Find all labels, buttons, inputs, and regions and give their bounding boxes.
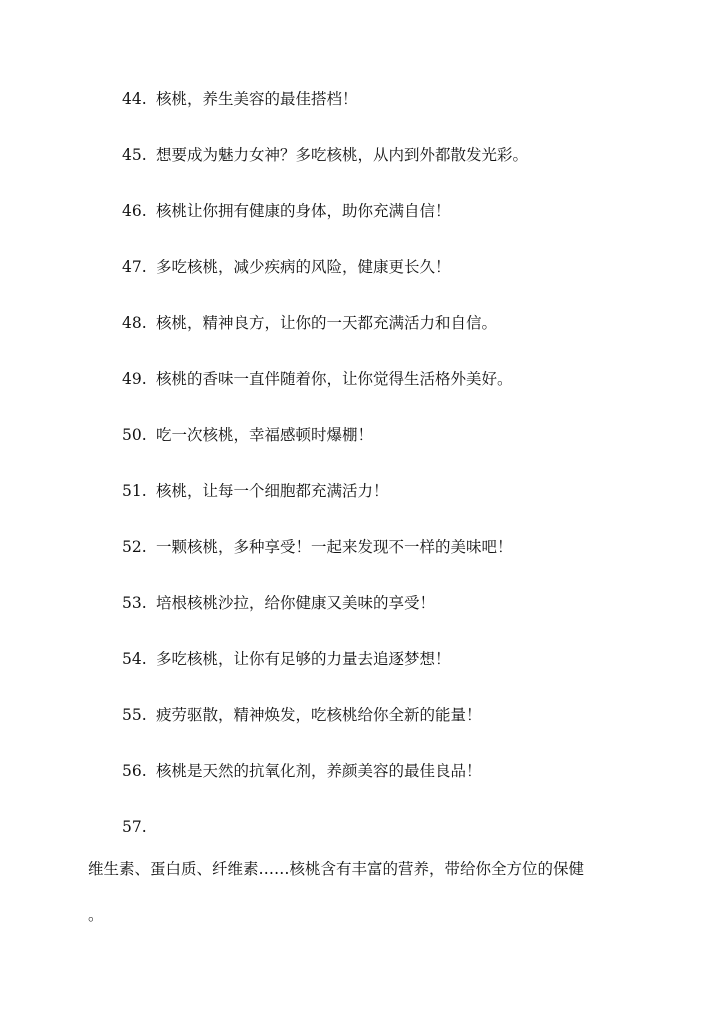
item-57-text-line: 维生素、蛋白质、纤维素……核桃含有丰富的营养，带给你全方位的保健 [88,860,585,878]
item-number: 45. [122,146,147,164]
item-text: 培根核桃沙拉，给你健康又美味的享受！ [156,594,436,612]
item-number: 55. [122,706,147,724]
item-57-text-end: 。 [88,906,104,924]
list-item [122,761,482,781]
item-text: 一颗核桃，多种享受！一起来发现不一样的美味吧！ [156,538,513,556]
item-text: 吃一次核桃，幸福感顿时爆棚！ [156,426,374,444]
item-text: 疲劳驱散，精神焕发，吃核桃给你全新的能量！ [156,706,482,724]
list-item [122,649,451,669]
item-text: 多吃核桃，让你有足够的力量去追逐梦想！ [156,650,451,668]
list-item [122,593,435,613]
item-number: 44. [122,90,147,108]
item-text: 核桃，精神良方，让你的一天都充满活力和自信。 [156,314,498,332]
item-text: 核桃，让每一个细胞都充满活力！ [156,482,389,500]
item-text: 核桃的香味一直伴随着你，让你觉得生活格外美好。 [156,370,513,388]
item-text: 核桃让你拥有健康的身体，助你充满自信！ [156,202,451,220]
item-number: 50. [122,426,147,444]
list-item [122,537,513,557]
list-item [122,201,451,221]
item-text: 核桃是天然的抗氧化剂，养颜美容的最佳良品！ [156,762,482,780]
list-item [122,481,389,501]
list-item [122,257,451,277]
item-text: 多吃核桃，减少疾病的风险，健康更长久！ [156,258,451,276]
list-item [122,425,373,445]
item-text: 核桃，养生美容的最佳搭档！ [156,90,358,108]
item-number: 52. [122,538,147,556]
item-number: 51. [122,482,147,500]
list-item [122,313,497,333]
list-item [122,369,513,389]
list-item [122,817,156,837]
item-number: 56. [122,762,147,780]
item-text: 想要成为魅力女神？多吃核桃，从内到外都散发光彩。 [156,146,529,164]
item-number: 49. [122,370,147,388]
list-item [122,705,482,725]
list-item [122,145,528,165]
item-number: 47. [122,258,147,276]
list-item [122,89,358,109]
item-number: 54. [122,650,147,668]
item-number: 53. [122,594,147,612]
item-number: 48. [122,314,147,332]
item-number: 46. [122,202,147,220]
item-number: 57. [122,818,147,836]
